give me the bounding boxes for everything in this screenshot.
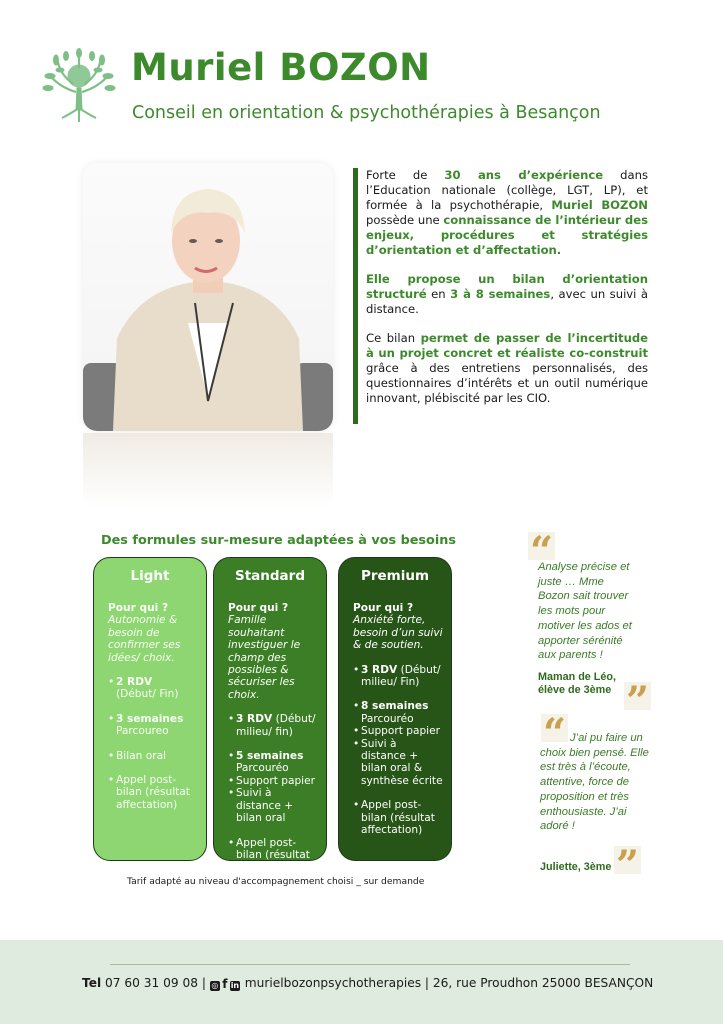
tree-logo-icon [40,48,118,126]
intro-highlight: connaissance de l’intérieur des enjeux, procédures et stratégies d’orientation et d’affectation. [366,212,648,257]
intro-highlight: 30 ans d’expérience [444,168,604,182]
formula-item [228,713,318,738]
close-quote-icon: ” [626,682,650,710]
formula-item [108,750,198,762]
footer-contact [82,976,653,991]
portrait-photo [83,163,333,508]
intro-text-span: Ce bilan [366,331,421,346]
intro-highlight: permet de passer de l’incertitude à un projet concret et réaliste co-construit [366,331,648,361]
intro-text-span: Forte de [366,168,445,182]
item-text: (Début/ milieu/ fin) [236,713,316,738]
formula-item [353,799,443,836]
author-line: Maman de Léo, [538,671,616,683]
phone-number[interactable]: 07 60 31 09 08 | [101,976,210,990]
item-text: Support papier [361,725,441,738]
item-text: Bilan oral [116,749,166,762]
close-quote-icon: ” [616,846,640,874]
item-bold: 3 RDV [236,713,273,726]
intro-text-span: en [426,286,451,301]
formula-item [228,775,318,787]
item-bold: 5 semaines [236,750,304,763]
footer-divider [110,964,630,965]
item-bold: 3 RDV [361,663,398,676]
formula-item [228,837,318,874]
intro-highlight: Elle propose un bilan d’orientation structuré [366,271,648,301]
formula-item [353,738,443,788]
testimonial-text: Analyse précise et juste … Mme Bozon sait trouver les mots pour motiver les ados et apporter sérénité aux parents ! [538,561,632,662]
formula-name: Premium [360,568,430,584]
page-title: Muriel BOZON [131,46,431,89]
intro-text-span: grâce à des entretiens personnalisés, des questionnaires d’intérêts et un outil numérique innovant, plébiscité par les CIO. [366,360,648,405]
portrait-reflection [83,433,333,508]
formula-name: Light [130,568,170,584]
for-description: Anxiété forte, besoin d’un suivi & de soutien. [353,614,443,652]
item-bold: 3 semaines [116,712,184,725]
formula-item [108,713,198,738]
social-handle-address: murielbozonpsychotherapies | 26, rue Proudhon 25000 BESANÇON [240,976,654,990]
formula-card-premium [338,557,452,861]
intro-text-span: dans l’Education nationale (collège, LGT, LP), et formée à la psychothérapie, [366,168,649,212]
formula-name: Standard [235,568,305,584]
formules-title: Des formules sur-mesure adaptées à vos besoins [101,533,456,548]
formula-card-light [93,557,207,861]
item-text: Suivi à distance + bilan oral & synthèse écrite [361,737,443,787]
item-text: Parcoureo [116,725,169,738]
facebook-icon[interactable]: f [222,977,228,991]
open-quote-icon: “ [543,714,567,742]
page-subtitle: Conseil en orientation & psychothérapies à Besançon [132,103,601,123]
for-description: Famille souhaitant investiguer le champ des possibles & sécuriser les choix. [228,614,301,701]
item-text: Parcouréo [361,712,414,725]
tarif-note: Tarif adapté au niveau d'accompagnement choisi _ sur demande [127,876,425,887]
for-label: Pour qui ? [353,602,414,614]
formula-item [353,664,443,689]
intro-highlight: Muriel BOZON [551,197,649,212]
tel-label: Tel [82,976,102,990]
formula-card-standard [213,557,327,874]
item-text: Appel post-bilan (résultat affectation) [361,799,435,837]
for-label: Pour qui ? [108,602,169,614]
open-quote-icon: “ [530,532,554,560]
formula-item [353,700,443,725]
intro-paragraph-1 [366,168,648,257]
testimonial-text: J’ai pu faire un choix bien pensé. Elle est très à l’écoute, attentive, force de proposition et très enthousiaste. J’ai adoré ! [540,732,649,833]
testimonial-author [538,671,616,697]
for-label: Pour qui ? [228,602,289,614]
formula-item [108,676,198,701]
intro-text-span: , avec un suivi à distance. [366,286,648,316]
intro-text-span: possède une [366,212,444,227]
item-text: Support papier [236,774,316,787]
item-bold: 8 semaines [361,700,429,713]
item-text: Appel post-bilan (résultat affectation) [116,774,190,811]
formula-item [228,750,318,775]
item-text: (Début/ Fin) [116,688,179,701]
intro-highlight: 3 à 8 semaines [450,286,551,301]
author-line: élève de 3ème [538,684,612,696]
testimonial-author: Juliette, 3ème [540,861,612,873]
linkedin-icon[interactable]: in [230,981,240,990]
formula-item [228,787,318,824]
item-text: Parcouréo [236,762,289,775]
formula-item [108,774,198,811]
item-bold: 2 RDV [116,676,153,689]
formula-item [353,725,443,737]
item-text: (Début/ milieu/ Fin) [361,663,441,689]
intro-text [353,168,648,424]
instagram-icon[interactable]: ◎ [211,981,219,990]
intro-paragraph-3 [366,331,648,406]
item-text: Suivi à distance + bilan oral [236,787,294,825]
intro-paragraph-2 [366,272,648,317]
portrait-image [83,163,333,431]
for-description: Autonomie & besoin de confirmer ses idées/ choix. [108,614,181,664]
item-text: Appel post-bilan (résultat affectation) [236,836,310,874]
